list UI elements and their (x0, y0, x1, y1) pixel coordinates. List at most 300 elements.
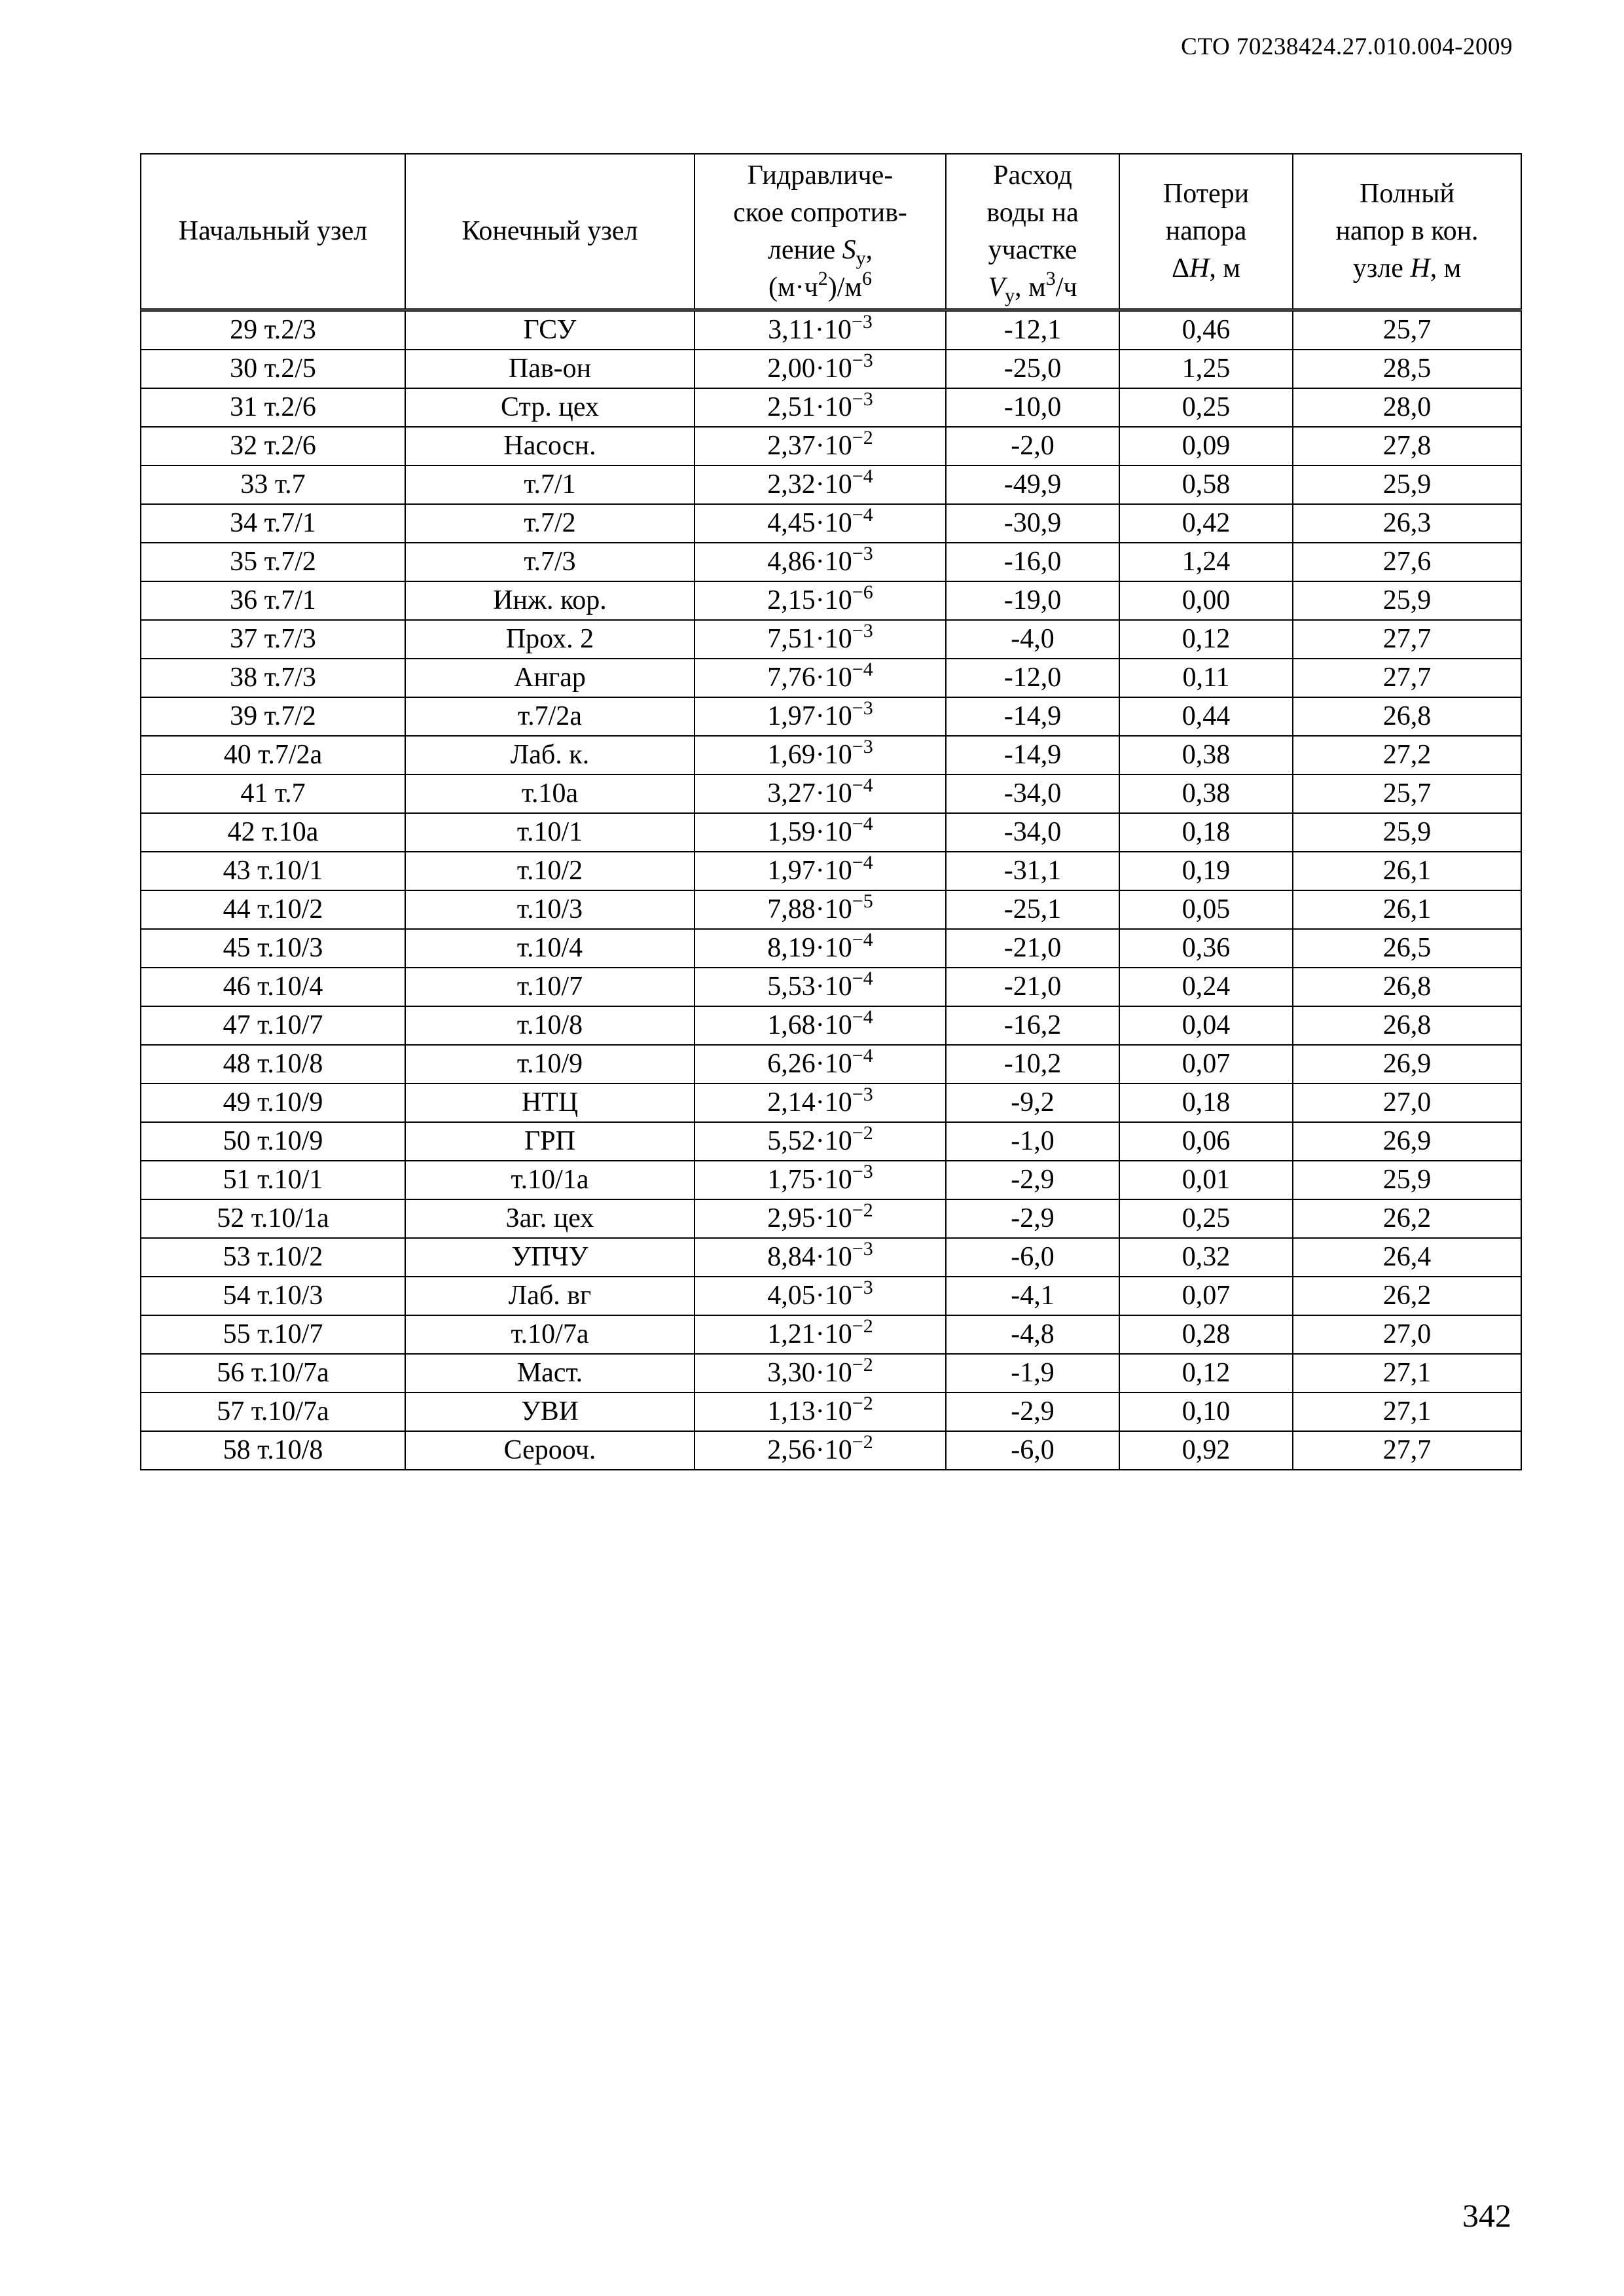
cell-flow: -2,0 (946, 427, 1119, 465)
cell-start-node: 57 т.10/7а (141, 1393, 405, 1431)
cell-start-node: 51 т.10/1 (141, 1161, 405, 1199)
cell-flow: -6,0 (946, 1238, 1119, 1277)
cell-flow: -30,9 (946, 504, 1119, 543)
cell-start-node: 39 т.7/2 (141, 697, 405, 736)
cell-head-loss: 0,24 (1119, 968, 1293, 1006)
resistance-exponent: −2 (852, 1315, 873, 1337)
header-flow-unit-pow: 3 (1045, 267, 1056, 289)
resistance-exponent: −5 (852, 890, 873, 912)
cell-flow: -2,9 (946, 1393, 1119, 1431)
cell-end-node: Инж. кор. (405, 581, 695, 620)
table-row (141, 1161, 1521, 1199)
cell-start-node: 35 т.7/2 (141, 543, 405, 581)
resistance-mantissa: 1,59·10 (767, 817, 852, 847)
cell-resistance (695, 1006, 946, 1045)
resistance-mantissa: 8,84·10 (767, 1242, 852, 1272)
cell-total-head: 26,3 (1293, 504, 1521, 543)
cell-total-head: 26,1 (1293, 852, 1521, 890)
cell-total-head: 27,1 (1293, 1354, 1521, 1393)
cell-end-node: т.10/1 (405, 813, 695, 852)
resistance-mantissa: 2,32·10 (767, 469, 852, 500)
table-row (141, 350, 1521, 388)
resistance-exponent: −4 (852, 1006, 873, 1028)
cell-start-node: 36 т.7/1 (141, 581, 405, 620)
cell-start-node: 34 т.7/1 (141, 504, 405, 543)
header-total-head (1293, 154, 1521, 310)
cell-resistance (695, 543, 946, 581)
resistance-exponent: −4 (852, 813, 873, 835)
table-row (141, 1006, 1521, 1045)
resistance-exponent: −4 (852, 774, 873, 796)
cell-total-head: 27,8 (1293, 427, 1521, 465)
resistance-exponent: −3 (852, 620, 873, 642)
cell-head-loss: 0,05 (1119, 890, 1293, 929)
cell-end-node: т.10/2 (405, 852, 695, 890)
cell-start-node: 32 т.2/6 (141, 427, 405, 465)
header-resistance (695, 154, 946, 310)
table-row (141, 543, 1521, 581)
resistance-mantissa: 7,88·10 (767, 894, 852, 924)
resistance-mantissa: 2,56·10 (767, 1435, 852, 1465)
header-resistance-unit-pow1: 2 (818, 267, 828, 289)
header-total-head-line3 (1293, 250, 1521, 287)
resistance-mantissa: 8,19·10 (767, 933, 852, 963)
header-flow-symbol: V (988, 272, 1005, 302)
table-row (141, 774, 1521, 813)
cell-head-loss: 0,01 (1119, 1161, 1293, 1199)
resistance-exponent: −3 (852, 1084, 873, 1105)
cell-total-head: 26,9 (1293, 1045, 1521, 1084)
cell-head-loss: 0,18 (1119, 1084, 1293, 1122)
table-row (141, 1199, 1521, 1238)
cell-head-loss: 0,25 (1119, 1199, 1293, 1238)
cell-end-node: НТЦ (405, 1084, 695, 1122)
table-row (141, 1315, 1521, 1354)
cell-start-node: 40 т.7/2а (141, 736, 405, 774)
cell-resistance (695, 1393, 946, 1431)
header-resistance-line2: ское сопротив- (733, 197, 907, 228)
cell-end-node: Пав-он (405, 350, 695, 388)
cell-end-node: Прох. 2 (405, 620, 695, 659)
resistance-exponent: −2 (852, 427, 873, 448)
cell-start-node: 49 т.10/9 (141, 1084, 405, 1122)
cell-start-node: 29 т.2/3 (141, 310, 405, 350)
resistance-exponent: −4 (852, 1045, 873, 1066)
header-start-node (141, 154, 405, 310)
cell-resistance (695, 1238, 946, 1277)
cell-end-node: УВИ (405, 1393, 695, 1431)
resistance-mantissa: 3,11·10 (768, 315, 852, 345)
cell-end-node: т.7/2а (405, 697, 695, 736)
cell-flow: -21,0 (946, 929, 1119, 968)
cell-flow: -2,9 (946, 1161, 1119, 1199)
cell-start-node: 47 т.10/7 (141, 1006, 405, 1045)
header-start-node-label: Начальный узел (178, 216, 368, 246)
cell-head-loss: 0,44 (1119, 697, 1293, 736)
cell-resistance (695, 852, 946, 890)
resistance-exponent: −3 (852, 543, 873, 564)
header-row (141, 154, 1521, 310)
table-row (141, 504, 1521, 543)
cell-head-loss: 0,04 (1119, 1006, 1293, 1045)
cell-total-head: 25,9 (1293, 581, 1521, 620)
resistance-exponent: −4 (852, 968, 873, 989)
cell-flow: -4,8 (946, 1315, 1119, 1354)
table-body (141, 310, 1521, 1470)
cell-resistance (695, 659, 946, 697)
cell-head-loss: 0,58 (1119, 465, 1293, 504)
cell-end-node: УПЧУ (405, 1238, 695, 1277)
cell-head-loss: 0,28 (1119, 1315, 1293, 1354)
cell-start-node: 56 т.10/7а (141, 1354, 405, 1393)
cell-resistance (695, 890, 946, 929)
resistance-exponent: −3 (852, 1161, 873, 1182)
cell-start-node: 43 т.10/1 (141, 852, 405, 890)
resistance-exponent: −3 (852, 1238, 873, 1260)
table-row (141, 1277, 1521, 1315)
cell-flow: -14,9 (946, 736, 1119, 774)
resistance-exponent: −4 (852, 504, 873, 526)
cell-flow: -16,2 (946, 1006, 1119, 1045)
cell-start-node: 55 т.10/7 (141, 1315, 405, 1354)
cell-resistance (695, 581, 946, 620)
table-row (141, 736, 1521, 774)
table-row (141, 1354, 1521, 1393)
cell-head-loss: 0,42 (1119, 504, 1293, 543)
resistance-mantissa: 2,15·10 (767, 585, 852, 615)
resistance-exponent: −6 (852, 581, 873, 603)
resistance-mantissa: 2,51·10 (767, 392, 852, 422)
cell-resistance (695, 697, 946, 736)
cell-resistance (695, 427, 946, 465)
header-resistance-line4 (695, 269, 945, 306)
cell-total-head: 25,7 (1293, 774, 1521, 813)
resistance-mantissa: 2,00·10 (767, 354, 852, 384)
cell-resistance (695, 620, 946, 659)
resistance-mantissa: 2,37·10 (767, 431, 852, 461)
resistance-mantissa: 4,05·10 (767, 1281, 852, 1311)
resistance-exponent: −2 (852, 1199, 873, 1221)
cell-total-head: 25,9 (1293, 1161, 1521, 1199)
cell-total-head: 26,1 (1293, 890, 1521, 929)
cell-head-loss: 0,07 (1119, 1045, 1293, 1084)
cell-flow: -2,9 (946, 1199, 1119, 1238)
cell-start-node: 30 т.2/5 (141, 350, 405, 388)
resistance-mantissa: 1,97·10 (767, 701, 852, 731)
header-flow-unit-end: /ч (1055, 272, 1077, 302)
cell-head-loss: 1,24 (1119, 543, 1293, 581)
resistance-mantissa: 2,95·10 (767, 1203, 852, 1233)
header-resistance-unit-a: (м·ч (768, 272, 818, 302)
resistance-mantissa: 1,21·10 (767, 1319, 852, 1349)
cell-start-node: 44 т.10/2 (141, 890, 405, 929)
cell-flow: -14,9 (946, 697, 1119, 736)
cell-end-node: т.10/9 (405, 1045, 695, 1084)
header-resistance-unit-b: )/м (827, 272, 862, 302)
cell-flow: -1,0 (946, 1122, 1119, 1161)
cell-resistance (695, 388, 946, 427)
header-head-loss-unit: , м (1209, 253, 1240, 283)
cell-start-node: 38 т.7/3 (141, 659, 405, 697)
header-flow (946, 154, 1119, 310)
cell-flow: -10,2 (946, 1045, 1119, 1084)
cell-flow: -1,9 (946, 1354, 1119, 1393)
resistance-exponent: −3 (852, 736, 873, 757)
resistance-mantissa: 5,53·10 (767, 972, 852, 1002)
data-table (140, 153, 1522, 1470)
cell-head-loss: 0,06 (1119, 1122, 1293, 1161)
header-flow-line3: участке (988, 234, 1077, 265)
header-end-node-label: Конечный узел (461, 216, 638, 246)
cell-total-head: 25,7 (1293, 310, 1521, 350)
cell-flow: -9,2 (946, 1084, 1119, 1122)
table-row (141, 581, 1521, 620)
cell-flow: -10,0 (946, 388, 1119, 427)
resistance-exponent: −4 (852, 465, 873, 487)
cell-total-head: 27,6 (1293, 543, 1521, 581)
cell-end-node: Лаб. вг (405, 1277, 695, 1315)
table-row (141, 310, 1521, 350)
cell-total-head: 26,8 (1293, 1006, 1521, 1045)
table-row (141, 1431, 1521, 1470)
cell-head-loss: 0,19 (1119, 852, 1293, 890)
cell-resistance (695, 465, 946, 504)
header-head-loss-line1: Потери (1163, 179, 1250, 209)
cell-head-loss: 0,10 (1119, 1393, 1293, 1431)
cell-end-node: т.7/3 (405, 543, 695, 581)
table-row (141, 852, 1521, 890)
header-total-head-unit: , м (1430, 253, 1462, 283)
cell-start-node: 31 т.2/6 (141, 388, 405, 427)
header-flow-line1: Расход (993, 160, 1072, 191)
cell-total-head: 26,5 (1293, 929, 1521, 968)
cell-start-node: 37 т.7/3 (141, 620, 405, 659)
cell-total-head: 27,7 (1293, 659, 1521, 697)
cell-end-node: т.10/8 (405, 1006, 695, 1045)
table-row (141, 1122, 1521, 1161)
header-end-node (405, 154, 695, 310)
resistance-mantissa: 3,27·10 (767, 778, 852, 809)
resistance-exponent: −2 (852, 1354, 873, 1376)
header-total-head-line1: Полный (1360, 179, 1454, 209)
cell-start-node: 48 т.10/8 (141, 1045, 405, 1084)
header-head-loss (1119, 154, 1293, 310)
cell-start-node: 41 т.7 (141, 774, 405, 813)
cell-resistance (695, 504, 946, 543)
resistance-mantissa: 5,52·10 (767, 1126, 852, 1156)
cell-flow: -12,1 (946, 310, 1119, 350)
document-code: СТО 70238424.27.010.004-2009 (1181, 33, 1513, 60)
cell-resistance (695, 736, 946, 774)
header-total-head-line2: напор в кон. (1335, 216, 1479, 246)
cell-flow: -12,0 (946, 659, 1119, 697)
cell-end-node: ГСУ (405, 310, 695, 350)
cell-end-node: Заг. цех (405, 1199, 695, 1238)
header-resistance-subscript: у (856, 247, 866, 269)
cell-head-loss: 0,09 (1119, 427, 1293, 465)
resistance-exponent: −3 (852, 350, 873, 371)
header-head-loss-symbol: H (1189, 253, 1210, 283)
cell-end-node: Маст. (405, 1354, 695, 1393)
resistance-exponent: −3 (852, 1277, 873, 1298)
resistance-mantissa: 1,69·10 (767, 740, 852, 770)
resistance-exponent: −4 (852, 852, 873, 873)
table-row (141, 620, 1521, 659)
cell-head-loss: 0,92 (1119, 1431, 1293, 1470)
header-head-loss-delta: Δ (1172, 253, 1190, 283)
cell-resistance (695, 1122, 946, 1161)
cell-total-head: 28,5 (1293, 350, 1521, 388)
header-resistance-line3 (695, 232, 945, 269)
cell-end-node: Серооч. (405, 1431, 695, 1470)
cell-flow: -21,0 (946, 968, 1119, 1006)
table-row (141, 1393, 1521, 1431)
cell-head-loss: 0,46 (1119, 310, 1293, 350)
cell-flow: -4,1 (946, 1277, 1119, 1315)
table-row (141, 813, 1521, 852)
cell-head-loss: 0,38 (1119, 774, 1293, 813)
cell-flow: -49,9 (946, 465, 1119, 504)
cell-end-node: т.10/4 (405, 929, 695, 968)
cell-flow: -4,0 (946, 620, 1119, 659)
resistance-exponent: −2 (852, 1393, 873, 1414)
cell-end-node: Стр. цех (405, 388, 695, 427)
resistance-mantissa: 1,97·10 (767, 856, 852, 886)
resistance-exponent: −3 (852, 311, 873, 333)
table-row (141, 465, 1521, 504)
cell-head-loss: 0,18 (1119, 813, 1293, 852)
cell-resistance (695, 1354, 946, 1393)
cell-start-node: 46 т.10/4 (141, 968, 405, 1006)
header-head-loss-line2: напора (1165, 216, 1247, 246)
cell-flow: -6,0 (946, 1431, 1119, 1470)
resistance-exponent: −3 (852, 388, 873, 410)
cell-end-node: ГРП (405, 1122, 695, 1161)
cell-flow: -31,1 (946, 852, 1119, 890)
resistance-mantissa: 7,76·10 (767, 663, 852, 693)
cell-end-node: Ангар (405, 659, 695, 697)
cell-start-node: 53 т.10/2 (141, 1238, 405, 1277)
page-number: 342 (1462, 2197, 1511, 2234)
cell-end-node: т.10/7 (405, 968, 695, 1006)
cell-end-node: т.10/7а (405, 1315, 695, 1354)
cell-total-head: 27,2 (1293, 736, 1521, 774)
cell-resistance (695, 929, 946, 968)
cell-total-head: 26,2 (1293, 1199, 1521, 1238)
cell-start-node: 45 т.10/3 (141, 929, 405, 968)
header-resistance-symbol: S (842, 234, 856, 265)
header-total-head-symbol: H (1410, 253, 1430, 283)
cell-head-loss: 1,25 (1119, 350, 1293, 388)
cell-total-head: 27,1 (1293, 1393, 1521, 1431)
cell-total-head: 25,9 (1293, 813, 1521, 852)
cell-flow: -25,0 (946, 350, 1119, 388)
cell-flow: -25,1 (946, 890, 1119, 929)
cell-total-head: 26,2 (1293, 1277, 1521, 1315)
cell-total-head: 26,9 (1293, 1122, 1521, 1161)
table-row (141, 890, 1521, 929)
resistance-exponent: −4 (852, 929, 873, 951)
table-row (141, 929, 1521, 968)
cell-head-loss: 0,11 (1119, 659, 1293, 697)
resistance-mantissa: 6,26·10 (767, 1049, 852, 1079)
cell-start-node: 54 т.10/3 (141, 1277, 405, 1315)
cell-resistance (695, 813, 946, 852)
table-row (141, 968, 1521, 1006)
cell-start-node: 52 т.10/1а (141, 1199, 405, 1238)
cell-head-loss: 0,36 (1119, 929, 1293, 968)
cell-resistance (695, 1045, 946, 1084)
table-row (141, 1045, 1521, 1084)
cell-total-head: 27,7 (1293, 620, 1521, 659)
cell-resistance (695, 774, 946, 813)
resistance-exponent: −2 (852, 1122, 873, 1144)
cell-start-node: 50 т.10/9 (141, 1122, 405, 1161)
table-row (141, 697, 1521, 736)
cell-total-head: 27,0 (1293, 1315, 1521, 1354)
cell-end-node: т.10/3 (405, 890, 695, 929)
cell-total-head: 28,0 (1293, 388, 1521, 427)
resistance-exponent: −4 (852, 659, 873, 680)
cell-head-loss: 0,07 (1119, 1277, 1293, 1315)
cell-total-head: 27,7 (1293, 1431, 1521, 1470)
cell-flow: -19,0 (946, 581, 1119, 620)
cell-total-head: 26,8 (1293, 697, 1521, 736)
header-resistance-prefix: ление (767, 234, 842, 265)
header-flow-subscript: у (1005, 284, 1015, 306)
table-row (141, 388, 1521, 427)
cell-head-loss: 0,25 (1119, 388, 1293, 427)
cell-head-loss: 0,38 (1119, 736, 1293, 774)
header-resistance-unit-pow2: 6 (861, 267, 872, 289)
header-flow-line2: воды на (986, 197, 1079, 228)
cell-head-loss: 0,12 (1119, 620, 1293, 659)
cell-resistance (695, 1084, 946, 1122)
resistance-exponent: −3 (852, 697, 873, 719)
resistance-mantissa: 4,86·10 (767, 547, 852, 577)
cell-end-node: Лаб. к. (405, 736, 695, 774)
cell-resistance (695, 1315, 946, 1354)
header-resistance-line1: Гидравличе- (747, 160, 893, 191)
table-row (141, 659, 1521, 697)
cell-total-head: 25,9 (1293, 465, 1521, 504)
cell-total-head: 26,4 (1293, 1238, 1521, 1277)
cell-resistance (695, 968, 946, 1006)
cell-resistance (695, 350, 946, 388)
header-head-loss-line3 (1120, 250, 1292, 287)
resistance-mantissa: 7,51·10 (767, 624, 852, 654)
header-total-head-prefix: узле (1352, 253, 1411, 283)
header-flow-unit: , м (1015, 272, 1046, 302)
cell-end-node: т.7/2 (405, 504, 695, 543)
cell-start-node: 58 т.10/8 (141, 1431, 405, 1470)
cell-end-node: Насосн. (405, 427, 695, 465)
resistance-mantissa: 2,14·10 (767, 1087, 852, 1118)
cell-end-node: т.10а (405, 774, 695, 813)
cell-total-head: 26,8 (1293, 968, 1521, 1006)
header-resistance-suffix: , (865, 234, 873, 265)
resistance-mantissa: 1,68·10 (767, 1010, 852, 1040)
cell-resistance (695, 310, 946, 350)
cell-end-node: т.7/1 (405, 465, 695, 504)
cell-total-head: 27,0 (1293, 1084, 1521, 1122)
cell-head-loss: 0,32 (1119, 1238, 1293, 1277)
table-row (141, 1084, 1521, 1122)
cell-head-loss: 0,12 (1119, 1354, 1293, 1393)
cell-resistance (695, 1199, 946, 1238)
table-row (141, 427, 1521, 465)
cell-resistance (695, 1161, 946, 1199)
